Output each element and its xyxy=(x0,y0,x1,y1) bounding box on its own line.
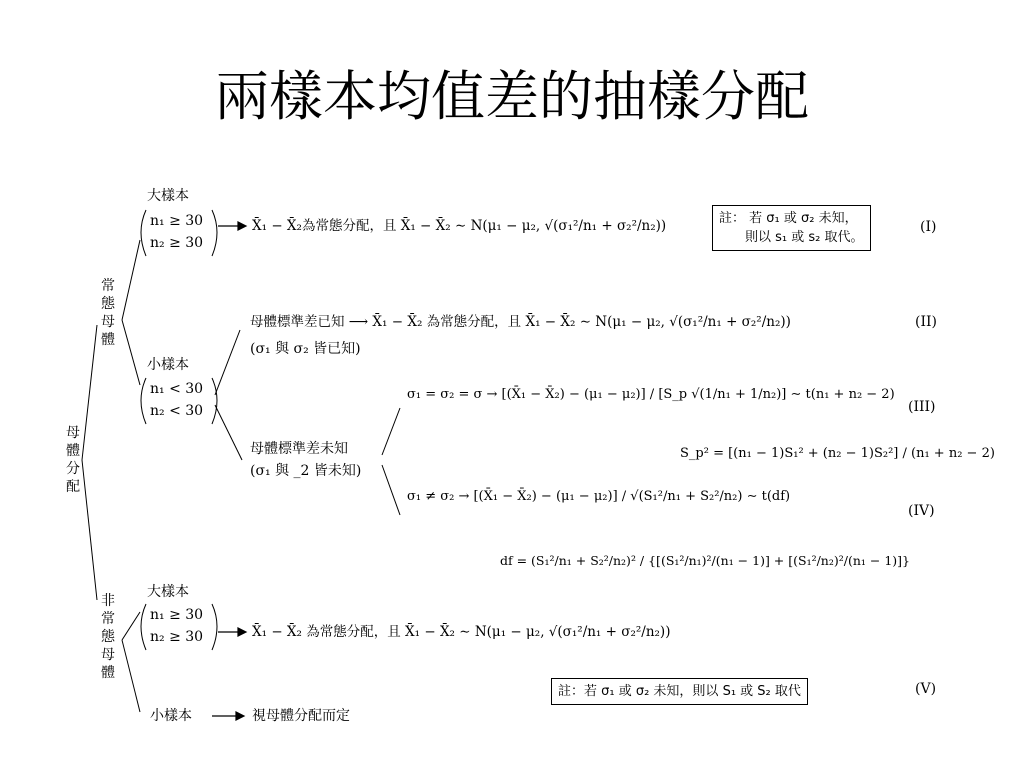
paren-right-i xyxy=(212,210,217,256)
branch-vi-label: 小樣本 xyxy=(150,708,192,724)
unknown-sigma-line2: (σ₁ 與 _2 皆未知) xyxy=(250,463,362,479)
root-label-text: 母 體 分 配 xyxy=(66,425,80,495)
branch-ii-line1: 母體標準差已知 ⟶ X̄₁ − X̄₂ 為常態分配，且 X̄₁ − X̄₂ ∼ N(μ₁ − μ₂, √(σ₁²/n₁ + σ₂²/n₂)) xyxy=(250,314,791,330)
root-label xyxy=(63,424,83,496)
branch-iii-roman: (III) xyxy=(908,399,936,415)
branch-i-label: 大樣本 xyxy=(147,188,189,204)
branch-v-cond2: n₂ ≥ 30 xyxy=(150,629,204,645)
connector-normal-large xyxy=(122,240,140,320)
normal-population-text: 常 態 母 體 xyxy=(101,278,115,348)
normal-population-label xyxy=(98,277,118,349)
nonnormal-population-text: 非 常 態 母 體 xyxy=(101,593,115,681)
branch-iii-pooled-variance: S_p² = [(n₁ − 1)S₁² + (n₂ − 1)S₂²] / (n₁ + n₂ − 2) xyxy=(680,446,995,461)
small-sample-cond2: n₂ < 30 xyxy=(150,403,204,419)
paren-left-small xyxy=(141,378,146,424)
connector-nonnormal-large xyxy=(122,612,140,640)
branch-v-label: 大樣本 xyxy=(147,584,189,600)
branch-i-cond2: n₂ ≥ 30 xyxy=(150,235,204,251)
connector-unknown-unequal xyxy=(382,465,400,515)
branch-ii-line2: (σ₁ 與 σ₂ 皆已知) xyxy=(250,341,361,357)
branch-i-cond1: n₁ ≥ 30 xyxy=(150,213,204,229)
connector-nonnormal-small xyxy=(122,640,140,712)
connector-root-normal xyxy=(82,325,97,460)
branch-iv-formula: σ₁ ≠ σ₂ → [(X̄₁ − X̄₂) − (μ₁ − μ₂)] / √(S₁²/n₁ + S₂²/n₂) ∼ t(df) xyxy=(407,489,791,504)
paren-left-v xyxy=(141,604,146,650)
unknown-sigma-line1: 母體標準差未知 xyxy=(250,441,348,457)
connector-root-nonnormal xyxy=(82,460,97,600)
branch-iv-roman: (IV) xyxy=(908,503,935,519)
small-sample-cond1: n₁ < 30 xyxy=(150,381,204,397)
branch-v-cond1: n₁ ≥ 30 xyxy=(150,607,204,623)
branch-v-roman: (V) xyxy=(915,681,937,697)
branch-ii-roman: (II) xyxy=(915,314,937,330)
branch-vi-result: 視母體分配而定 xyxy=(252,708,350,724)
connector-small-known xyxy=(215,330,240,395)
nonnormal-population-label xyxy=(98,592,118,682)
paren-right-small xyxy=(212,378,217,424)
branch-i-roman: (I) xyxy=(920,219,937,235)
connector-unknown-equal xyxy=(382,408,400,455)
branch-i-note-box xyxy=(712,205,871,251)
paren-left-i xyxy=(141,210,146,256)
branch-i-note-line2: 則以 s₁ 或 s₂ 取代。 xyxy=(745,230,864,245)
branch-v-conclusion: X̄₁ − X̄₂ 為常態分配，且 X̄₁ − X̄₂ ∼ N(μ₁ − μ₂, √(σ₁²/n₁ + σ₂²/n₂)) xyxy=(252,624,671,640)
branch-i-conclusion: X̄₁ − X̄₂為常態分配，且 X̄₁ − X̄₂ ∼ N(μ₁ − μ₂, √(σ₁²/n₁ + σ₂²/n₂)) xyxy=(252,218,667,234)
paren-right-v xyxy=(212,604,217,650)
small-sample-label: 小樣本 xyxy=(147,357,189,373)
branch-i-note-line1: 註： 若 σ₁ 或 σ₂ 未知， xyxy=(719,211,858,226)
branch-v-note-text: 註：若 σ₁ 或 σ₂ 未知，則以 S₁ 或 S₂ 取代 xyxy=(558,684,801,699)
branch-iv-df: df = (S₁²/n₁ + S₂²/n₂)² / {[(S₁²/n₁)²/(n₁ − 1)] + [(S₁²/n₂)²/(n₁ − 1)]} xyxy=(500,553,910,568)
branch-v-note-box xyxy=(551,678,808,705)
connector-small-unknown xyxy=(215,405,242,460)
branch-iii-formula: σ₁ = σ₂ = σ → [(X̄₁ − X̄₂) − (μ₁ − μ₂)] / [S_p √(1/n₁ + 1/n₂)] ∼ t(n₁ + n₂ − 2) xyxy=(407,387,895,402)
slide-title: 兩樣本均值差的抽樣分配 xyxy=(215,65,809,128)
connector-normal-small xyxy=(122,320,140,385)
